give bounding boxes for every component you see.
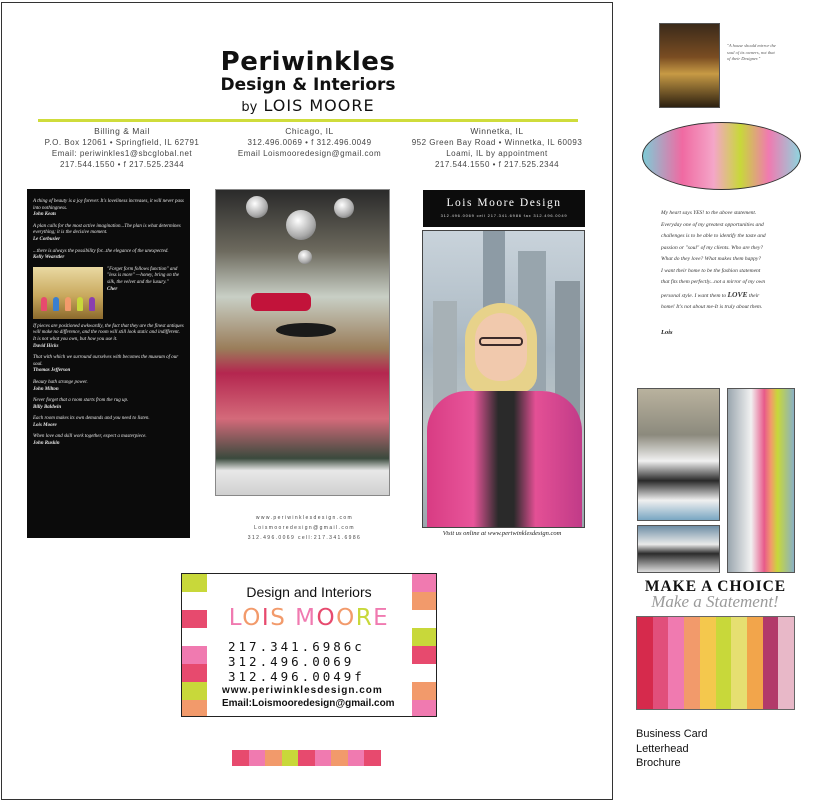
visit-online-line: Visit us online at www.periwinklesdesign.com [442,530,562,537]
band-phones: 312.496.0069 cell 217.341.6986 fax 312.496.0049 [440,213,568,218]
dalmatian-scarf-photo [727,388,795,573]
address-line: 217.544.1550 • f 217.525.2344 [59,160,185,169]
legend-business-card: Business Card [636,728,708,740]
logo-design-interiors: Design & Interiors [220,75,396,95]
address-line: Loami, IL by appointment [446,149,548,158]
quote: Beauty hath strange power. John Milton [33,380,184,393]
dalmatian-portrait-photo [637,525,720,573]
card-headline: Design and Interiors [246,584,372,600]
heart-line: home! It's not about me-It is truly about them. [661,304,763,310]
heart-line: that fits them perfectly...not a mirror of my own [661,279,766,285]
quote-author: John Ruskin [33,441,60,447]
address-line: 952 Green Bay Road • Winnetka, IL 60093 [411,138,583,147]
portrait-photo [422,230,585,528]
make-a-choice-heading: MAKE A CHOICE [644,578,787,595]
feature-quote: "Forget form follows function" and "less is more" —honey, bring on the silk, the velvet and the luxury." Cher [107,267,184,319]
heart-line: passion or "soul" of my clients. Who are they? [661,244,764,251]
card-website: www.periwinklesdesign.com [222,685,383,696]
quote: ...there is always the possibility for...the elegance of the unexpected. Kelly Wearstler [33,249,184,262]
brochure-phone: 312.496.0069 cell:217.341.6986 [247,535,362,541]
lois-moore-design-band [423,190,585,227]
heart-line: Everyday one of my greatest opportunities and [661,221,764,228]
address-billing [42,126,202,170]
brochure-contact [232,513,377,543]
address-heading: Winnetka, IL [470,126,524,136]
quote-author: Billy Baldwin [33,404,62,410]
quote-author: Cher [107,286,118,292]
business-card [181,573,437,717]
heart-line: I want their home to be the fashion statement [661,267,761,274]
address-heading: Billing & Mail [94,126,150,136]
quote: A thing of beauty is a joy forever. It's loveliness increases, it will never pass into nothingness. John Keats [33,199,184,218]
address-line: 312.496.0069 • f 312.496.0049 [247,138,372,147]
figurines-photo [33,267,103,319]
love-word: LOVE [727,289,748,299]
card-phone-cell: 217.341.6986c [228,639,365,654]
red-sofa [251,293,311,311]
quote-author: John Keats [33,212,57,218]
heart-line: challenges is to be able to identify the taste and [661,233,766,239]
quote-author: John Milton [33,386,59,392]
logo-by: by [241,100,258,115]
coffee-table [276,323,336,337]
address-heading: Chicago, IL [285,126,334,136]
glasses [479,337,523,346]
quote: That with which we surround ourselves with becomes the museum of our soul. Thomas Jefferson [33,355,184,375]
accent-rule [38,119,578,122]
quote-author: Kelly Wearstler [33,255,65,261]
quote-author: Le Corbusier [33,236,61,242]
address-line: 217.544.1550 • f 217.525.2344 [434,160,560,169]
chairs-photo [642,122,801,190]
brochure-website: www.periwinklesdesign.com [255,515,354,521]
living-room-photo [215,189,390,496]
dining-room-photo [659,23,720,108]
band-title: Lois Moore Design [446,197,562,209]
quote: If pieces are positioned awkwardly, the fact that they are the finest antiques will make no difference, and the room will still look static and indifferent. It is not what you own, but how you use it. David Hicks [33,323,184,349]
house-quote: "A house should mirror the soul of its owners, not that of their Designer." [727,43,776,61]
feature-quote-row [33,267,184,319]
quote-author: Thomas Jefferson [33,368,71,374]
logo-by-line [2,96,614,115]
quote-author: Lois Moore [33,422,57,428]
card-email: Email:Loismooredesign@gmail.com [222,698,395,709]
legend-letterhead: Letterhead [636,742,689,755]
address-line: Email Loismooredesign@gmail.com [237,149,382,158]
deliverables-legend [636,727,708,771]
quote: When love and skill work together, expect a masterpiece. John Ruskin [33,434,184,447]
face [475,313,527,381]
color-swatch-row [232,750,381,766]
silk-fabric-photo [636,616,795,710]
quote: A plan calls for the most active imagination...The plan is what determines everything; it is the decisive moment. Le Corbusier [33,224,184,244]
quote: Each room makes its own demands and you need to listen. Lois Moore [33,416,184,429]
quote: Never forget that a room starts from the rug up. Billy Baldwin [33,398,184,411]
card-name: LOIS MOORE [228,605,390,631]
signature: Lois [661,329,673,336]
heart-statement [661,208,789,314]
quotes-panel [27,189,190,538]
heart-line: My heart says YES! to the above statement. [661,210,757,216]
legend-brochure: Brochure [636,757,681,769]
brochure-email: Loismooredesign@gmail.com [254,525,355,531]
heart-line: personal style. I want them to LOVE their [661,289,760,299]
pink-jacket [427,391,582,528]
card-phone-fax: 312.496.0049f [228,669,365,684]
card-phone-office: 312.496.0069 [228,654,355,669]
address-winnetka [407,126,587,170]
address-line: Email: periwinkles1@sbcglobal.net [51,149,193,158]
bedroom-pillows-photo [637,388,720,521]
make-a-statement-script: Make a Statement! [651,592,779,611]
logo-periwinkles: Periwinkles [220,47,396,77]
logo-name: LOIS MOORE [263,96,375,115]
quote-author: David Hicks [33,343,59,349]
heart-line: What do they love? What makes them happy? [661,256,762,262]
address-chicago [227,126,392,159]
address-line: P.O. Box 12061 • Springfield, IL 62791 [44,138,200,147]
